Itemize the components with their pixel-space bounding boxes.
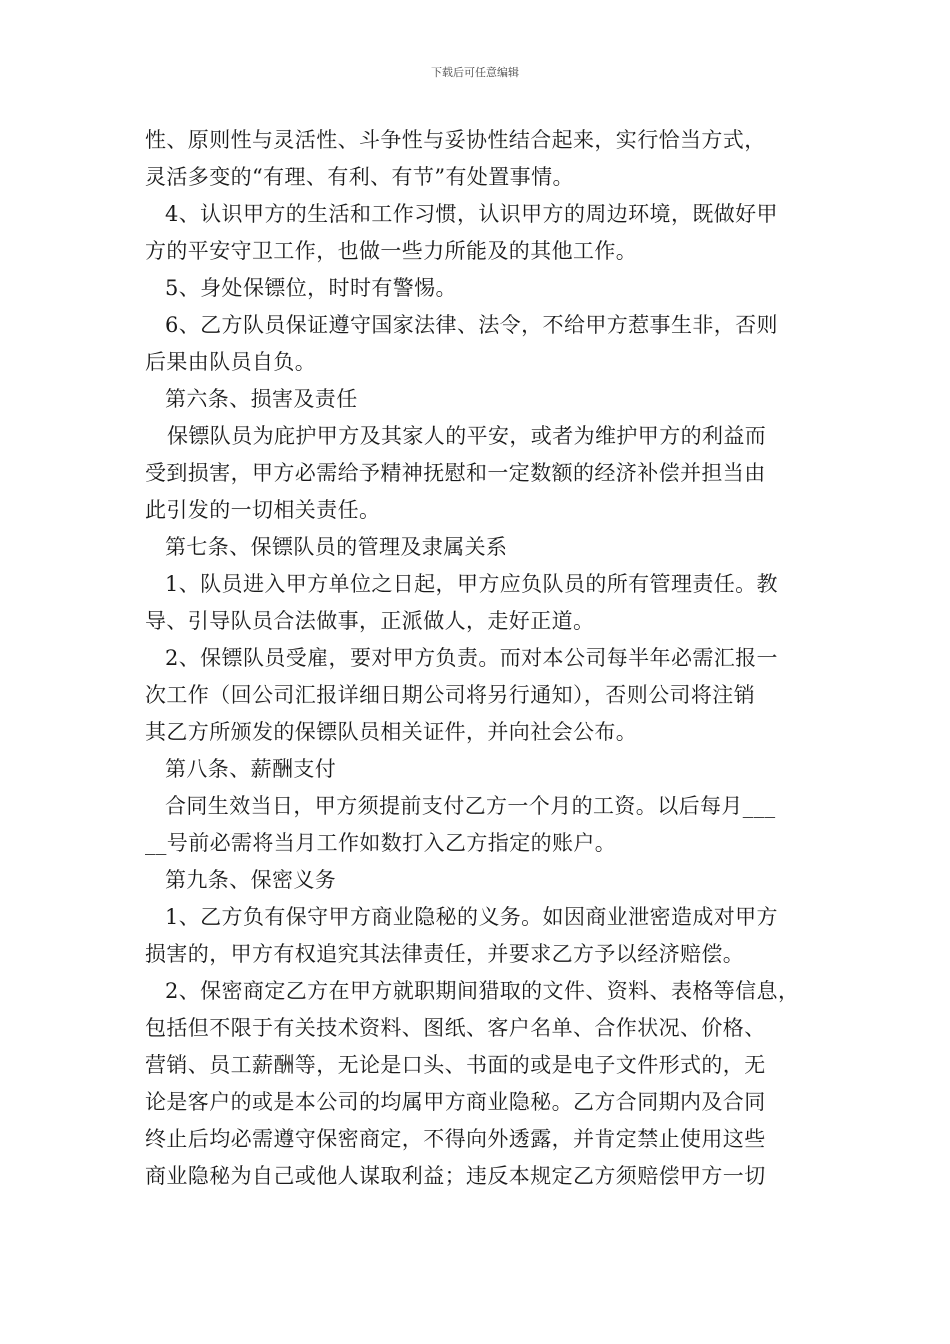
text-line: 2、保镖队员受雇，要对甲方负责。而对本公司每半年必需汇报一	[165, 646, 778, 670]
text-line: __号前必需将当月工作如数打入乙方指定的账户。	[145, 831, 617, 855]
text-line: 营销、员工薪酬等，无论是口头、书面的或是电子文件形式的，无	[145, 1053, 766, 1077]
text-line: 方的平安守卫工作，也做一些力所能及的其他工作。	[145, 239, 638, 263]
section-heading: 第八条、薪酬支付	[165, 757, 337, 781]
text-line: 商业隐秘为自己或他人谋取利益；违反本规定乙方须赔偿甲方一切	[145, 1164, 766, 1188]
text-line: 4、认识甲方的生活和工作习惯，认识甲方的周边环境，既做好甲	[165, 202, 778, 226]
text-line: 2、保密商定乙方在甲方就职期间猎取的文件、资料、表格等信息，	[165, 979, 800, 1003]
page-header: 下载后可任意编辑	[431, 66, 519, 79]
text-line: 次工作（回公司汇报详细日期公司将另行通知），否则公司将注销	[145, 683, 756, 707]
text-line: 损害的，甲方有权追究其法律责任，并要求乙方予以经济赔偿。	[145, 942, 745, 966]
text-line: 1、乙方负有保守甲方商业隐秘的义务。如因商业泄密造成对甲方	[165, 905, 778, 929]
text-line: 5、身处保镖位，时时有警惕。	[165, 276, 457, 300]
text-line: 灵活多变的“有理、有利、有节”有处置事情。	[145, 165, 574, 189]
document-body	[145, 122, 810, 1195]
text-line: 合同生效当日，甲方须提前支付乙方一个月的工资。以后每月___	[165, 794, 776, 818]
text-line: 受到损害，甲方必需给予精神抚慰和一定数额的经济补偿并担当由	[145, 461, 766, 485]
section-heading: 第七条、保镖队员的管理及隶属关系	[165, 535, 508, 559]
text-line: 1、队员进入甲方单位之日起，甲方应负队员的所有管理责任。教	[165, 572, 778, 596]
text-line: 保镖队员为庇护甲方及其家人的平安，或者为维护甲方的利益而	[167, 424, 767, 448]
section-heading: 第六条、损害及责任	[165, 387, 358, 411]
text-line: 其乙方所颁发的保镖队员相关证件，并向社会公布。	[145, 720, 638, 744]
text-line: 终止后均必需遵守保密商定，不得向外透露，并肯定禁止使用这些	[145, 1127, 766, 1151]
text-line: 包括但不限于有关技术资料、图纸、客户名单、合作状况、价格、	[145, 1016, 766, 1040]
text-line: 后果由队员自负。	[145, 350, 317, 374]
text-line: 论是客户的或是本公司的均属甲方商业隐秘。乙方合同期内及合同	[145, 1090, 766, 1114]
text-line: 性、原则性与灵活性、斗争性与妥协性结合起来，实行恰当方式，	[145, 128, 766, 152]
text-line: 此引发的一切相关责任。	[145, 498, 381, 522]
text-line: 导、引导队员合法做事，正派做人，走好正道。	[145, 609, 595, 633]
section-heading: 第九条、保密义务	[165, 868, 337, 892]
text-line: 6、乙方队员保证遵守国家法律、法令，不给甲方惹事生非，否则	[165, 313, 778, 337]
